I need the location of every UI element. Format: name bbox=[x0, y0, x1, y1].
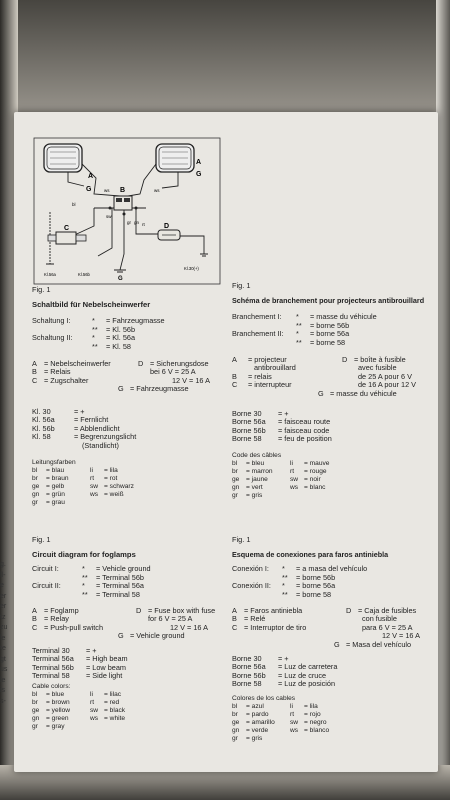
terminal-value: = faisceau route bbox=[278, 417, 331, 427]
color-code: ws bbox=[290, 726, 299, 734]
legend-key: B bbox=[232, 614, 237, 624]
color-name: = lila bbox=[104, 466, 118, 474]
value: = Terminal 56a bbox=[96, 581, 144, 591]
label-gn: gn bbox=[134, 220, 140, 225]
color-code: li bbox=[90, 466, 93, 474]
legend-key: C bbox=[232, 622, 238, 632]
fig-label: Fig. 1 bbox=[32, 535, 51, 544]
color-name: = azul bbox=[246, 702, 264, 710]
symbol: * bbox=[282, 581, 285, 591]
value: = borne 58 bbox=[296, 589, 332, 599]
color-code: ge bbox=[32, 706, 40, 714]
symbol: * bbox=[82, 581, 85, 591]
fragment-text: te bbox=[0, 645, 6, 652]
color-code: ge bbox=[232, 475, 240, 483]
legend-key: G bbox=[118, 631, 124, 641]
color-name: = blanc bbox=[304, 483, 326, 491]
color-name: = green bbox=[46, 714, 69, 722]
fragment-text: s- bbox=[0, 697, 6, 705]
fig-label: Fig. 1 bbox=[32, 285, 51, 294]
section-title: Schaltbild für Nebelscheinwerfer bbox=[32, 299, 151, 309]
legend-key: A bbox=[32, 358, 37, 368]
color-name: = vert bbox=[246, 483, 263, 491]
color-name: = braun bbox=[46, 474, 69, 482]
color-code: br bbox=[232, 710, 238, 718]
color-code: ws bbox=[90, 714, 99, 722]
color-code: gn bbox=[232, 726, 240, 734]
cable-colors bbox=[32, 459, 228, 507]
color-name: = red bbox=[104, 698, 120, 706]
symbol: ** bbox=[296, 337, 302, 347]
color-name: = noir bbox=[304, 475, 321, 483]
legend-key: G bbox=[334, 639, 340, 649]
legend-value: bei 6 V = 25 A bbox=[150, 367, 196, 377]
color-name: = yellow bbox=[46, 706, 71, 714]
value: = borne 56b bbox=[310, 320, 350, 330]
fuse-box-icon bbox=[158, 230, 180, 240]
circuit-label: Schaltung I: bbox=[32, 316, 71, 326]
background-right bbox=[436, 0, 450, 800]
push-pull-switch-icon bbox=[48, 232, 86, 244]
legend-value: antibrouillard bbox=[254, 363, 296, 373]
value: = Vehicle ground bbox=[96, 564, 151, 574]
legend-key: D bbox=[136, 605, 142, 615]
section-german bbox=[32, 286, 228, 507]
label-g-right: G bbox=[196, 171, 202, 178]
color-name: = grau bbox=[46, 498, 65, 506]
legend-key: C bbox=[32, 375, 38, 385]
terminal-value: = Fernlicht bbox=[74, 415, 109, 425]
fog-lamp-right-icon bbox=[156, 144, 194, 172]
fragment-text: zu bbox=[0, 624, 8, 631]
section-english bbox=[32, 536, 228, 731]
fig-label: Fig. 1 bbox=[232, 535, 251, 544]
legend-value: = Caja de fusibles bbox=[358, 605, 417, 615]
terminal-value: = Begrenzungslicht bbox=[74, 432, 137, 442]
color-name: = pardo bbox=[246, 710, 269, 718]
terminal-value: = faisceau code bbox=[278, 425, 330, 435]
color-name: = rojo bbox=[304, 710, 321, 718]
color-code: gr bbox=[232, 734, 238, 742]
color-code: li bbox=[290, 702, 293, 710]
value: = Kl. 56a bbox=[106, 333, 136, 343]
legend-value: = interrupteur bbox=[248, 380, 292, 390]
legend-key: A bbox=[32, 605, 37, 615]
terminal-value: = High beam bbox=[86, 654, 128, 664]
label-kl56b: Kl.56b bbox=[78, 272, 90, 277]
color-name: = gris bbox=[246, 734, 263, 742]
fog-lamp-left-icon bbox=[44, 144, 82, 172]
circuit-label: Branchement II: bbox=[232, 329, 284, 339]
terminal-key: Terminal 58 bbox=[32, 671, 70, 681]
terminal-key: Kl. 56b bbox=[32, 423, 55, 433]
label-ws1: ws bbox=[104, 188, 110, 193]
color-code: ge bbox=[232, 718, 240, 726]
color-code: li bbox=[290, 459, 293, 467]
terminal-value: = + bbox=[278, 653, 289, 663]
colors-title: Colores de los cables bbox=[232, 694, 296, 702]
color-code: li bbox=[90, 690, 93, 698]
color-code: gn bbox=[32, 714, 40, 722]
section-spanish bbox=[232, 536, 436, 743]
legend-value: = boîte à fusible bbox=[354, 354, 406, 364]
value: = Terminal 58 bbox=[96, 589, 140, 599]
terminal-value: = + bbox=[278, 408, 289, 418]
color-code: rt bbox=[90, 474, 95, 482]
color-code: sw bbox=[90, 706, 99, 714]
legend-value: de 25 A pour 6 V bbox=[358, 371, 412, 381]
color-code: gn bbox=[232, 483, 240, 491]
terminal-key: Borne 56a bbox=[232, 662, 266, 672]
color-name: = white bbox=[104, 714, 126, 722]
color-name: = gray bbox=[46, 722, 65, 730]
legend-value: con fusible bbox=[362, 614, 397, 624]
color-code: rt bbox=[290, 710, 295, 718]
label-g-ground: G bbox=[118, 276, 123, 282]
color-name: = bleu bbox=[246, 459, 265, 467]
symbol: * bbox=[92, 316, 95, 326]
section-french bbox=[232, 282, 436, 500]
color-code: gr bbox=[232, 491, 238, 499]
label-kl30: Kl.30(+) bbox=[184, 266, 199, 271]
label-bl: bl bbox=[72, 202, 76, 207]
legend-value: = Relay bbox=[44, 614, 69, 624]
color-name: = gelb bbox=[46, 482, 65, 490]
value: = Kl. 56b bbox=[106, 324, 136, 334]
legend-key: G bbox=[318, 388, 324, 398]
circuit-label: Schaltung II: bbox=[32, 333, 73, 343]
symbol: ** bbox=[92, 324, 98, 334]
terminal-value: = Abblendlicht bbox=[74, 423, 120, 433]
terminal-value: = Low beam bbox=[86, 662, 126, 672]
legend-value: = Vehicle ground bbox=[130, 631, 185, 641]
legend-key: D bbox=[342, 354, 348, 364]
color-name: = rouge bbox=[304, 467, 327, 475]
legend-value: = Relé bbox=[244, 614, 266, 624]
fragment-text: le bbox=[0, 634, 6, 642]
color-name: = schwarz bbox=[104, 482, 134, 490]
terminal-value: = Luz de posición bbox=[278, 679, 335, 689]
value: = Kl. 58 bbox=[106, 341, 131, 351]
color-code: gr bbox=[32, 498, 38, 506]
terminal-note: (Standlicht) bbox=[82, 440, 119, 450]
cable-colors bbox=[232, 695, 436, 743]
color-code: rt bbox=[90, 698, 95, 706]
color-code: bl bbox=[232, 702, 238, 710]
value: = borne 56a bbox=[310, 329, 350, 339]
legend-key: C bbox=[232, 380, 238, 390]
color-name: = lilac bbox=[104, 690, 122, 698]
document-page bbox=[14, 112, 438, 772]
color-code: br bbox=[32, 698, 38, 706]
color-name: = brown bbox=[46, 698, 70, 706]
fragment-text: tz bbox=[0, 613, 6, 621]
color-code: bl bbox=[32, 690, 38, 698]
circuit-label: Conexión I: bbox=[232, 564, 269, 574]
fragment-text: er bbox=[0, 603, 7, 610]
legend-value: = Masa del vehículo bbox=[346, 639, 412, 649]
color-code: sw bbox=[290, 718, 299, 726]
symbol: ** bbox=[296, 320, 302, 330]
fragment-text: le bbox=[0, 676, 6, 684]
terminal-key: Terminal 30 bbox=[32, 645, 70, 655]
terminal-key: Kl. 58 bbox=[32, 432, 51, 442]
color-code: br bbox=[232, 467, 238, 475]
section-title: Circuit diagram for foglamps bbox=[32, 549, 136, 559]
section-title: Esquema de conexiones para faros antiniebla bbox=[232, 549, 389, 559]
legend-value: 12 V = 16 A bbox=[382, 631, 420, 641]
color-code: gr bbox=[32, 722, 38, 730]
color-name: = mauve bbox=[304, 459, 330, 467]
terminal-key: Borne 58 bbox=[232, 679, 262, 689]
terminal-key: Borne 58 bbox=[232, 434, 262, 444]
legend-key: D bbox=[138, 358, 144, 368]
label-a-left: A bbox=[88, 173, 94, 180]
color-name: = rot bbox=[104, 474, 118, 482]
terminal-key: Borne 56a bbox=[232, 417, 266, 427]
legend-value: = Relais bbox=[44, 367, 71, 377]
label-gr: gr bbox=[127, 220, 132, 225]
color-name: = jaune bbox=[246, 475, 268, 483]
circuit-label: Circuit II: bbox=[32, 581, 61, 591]
terminal-key: Borne 56b bbox=[232, 670, 266, 680]
color-code: bl bbox=[232, 459, 238, 467]
fragment-text: is bbox=[0, 687, 6, 694]
color-code: ws bbox=[290, 483, 299, 491]
label-g-left: G bbox=[86, 186, 92, 193]
fragment-text: us bbox=[0, 666, 8, 673]
legend-value: 12 V = 16 A bbox=[172, 375, 210, 385]
symbol: * bbox=[282, 564, 285, 574]
symbol: * bbox=[92, 333, 95, 343]
label-c: C bbox=[64, 225, 70, 232]
color-code: ge bbox=[32, 482, 40, 490]
terminal-value: = + bbox=[74, 406, 85, 416]
symbol: ** bbox=[82, 589, 88, 599]
color-code: rt bbox=[290, 467, 295, 475]
terminal-key: Borne 30 bbox=[232, 408, 262, 418]
terminal-value: = Side light bbox=[86, 671, 123, 681]
terminal-value: = Luz de cruce bbox=[278, 670, 327, 680]
terminal-value: = feu de position bbox=[278, 434, 332, 444]
legend-value: = Interruptor de tiro bbox=[244, 622, 307, 632]
color-name: = marron bbox=[246, 467, 273, 475]
legend-key: D bbox=[346, 605, 352, 615]
color-code: br bbox=[32, 474, 38, 482]
label-a-right: A bbox=[196, 159, 202, 166]
symbol: ** bbox=[282, 572, 288, 582]
color-name: = amarillo bbox=[246, 718, 275, 726]
color-code: sw bbox=[90, 482, 99, 490]
legend-value: = Faros antiniebla bbox=[244, 605, 303, 615]
terminal-key: Terminal 56a bbox=[32, 654, 74, 664]
symbol: * bbox=[296, 329, 299, 339]
value: = borne 58 bbox=[310, 337, 346, 347]
color-name: = lila bbox=[304, 702, 318, 710]
legend-value: = masse du véhicule bbox=[330, 388, 397, 398]
color-name: = verde bbox=[246, 726, 269, 734]
terminal-key: Terminal 56b bbox=[32, 662, 74, 672]
legend-key: B bbox=[232, 371, 237, 381]
symbol: * bbox=[82, 564, 85, 574]
color-name: = blanco bbox=[304, 726, 330, 734]
legend-value: = Nebelscheinwerfer bbox=[44, 358, 111, 368]
fragment-text: e bbox=[0, 582, 4, 589]
wiring-diagram bbox=[28, 134, 228, 294]
color-name: = blue bbox=[46, 690, 65, 698]
fragment-text: gt bbox=[0, 655, 6, 663]
fragment-text: ll- bbox=[0, 571, 6, 579]
legend-value: = Fuse box with fuse bbox=[148, 605, 216, 615]
value: = Fahrzeugmasse bbox=[106, 316, 165, 326]
colors-title: Leitungsfarben bbox=[32, 458, 76, 466]
legend-value: = Sicherungsdose bbox=[150, 358, 209, 368]
legend-value: para 6 V = 25 A bbox=[362, 622, 413, 632]
cable-colors bbox=[32, 683, 228, 731]
terminal-key: Borne 30 bbox=[232, 653, 262, 663]
color-name: = gris bbox=[246, 491, 263, 499]
circuit-label: Conexión II: bbox=[232, 581, 271, 591]
cable-colors bbox=[232, 452, 436, 500]
left-page-fragment bbox=[0, 560, 14, 707]
value: = masse du véhicule bbox=[310, 312, 377, 322]
terminal-value: = + bbox=[86, 645, 97, 655]
legend-key: C bbox=[32, 622, 38, 632]
color-name: = black bbox=[104, 706, 126, 714]
color-name: = negro bbox=[304, 718, 327, 726]
legend-value: = Fahrzeugmasse bbox=[130, 384, 189, 394]
legend-value: for 6 V = 25 A bbox=[148, 614, 193, 624]
value: = Terminal 56b bbox=[96, 572, 144, 582]
legend-value: = Zugschalter bbox=[44, 375, 89, 385]
label-sw: sw bbox=[106, 214, 112, 219]
color-name: = grün bbox=[46, 490, 65, 498]
label-b: B bbox=[120, 187, 126, 194]
colors-title: Code des câbles bbox=[232, 451, 282, 459]
color-code: sw bbox=[290, 475, 299, 483]
legend-value: avec fusible bbox=[358, 363, 397, 373]
relay-icon bbox=[109, 196, 138, 216]
fragment-text: g. bbox=[0, 561, 6, 568]
section-title: Schéma de branchement pour projecteurs antibrouillard bbox=[232, 295, 425, 305]
colors-title: Cable colors: bbox=[32, 682, 71, 690]
legend-value: = projecteur bbox=[248, 354, 287, 364]
terminal-key: Borne 56b bbox=[232, 425, 266, 435]
value: = borne 56a bbox=[296, 581, 336, 591]
value: = a masa del vehículo bbox=[296, 564, 368, 574]
symbol: ** bbox=[82, 572, 88, 582]
circuit-label: Branchement I: bbox=[232, 312, 282, 322]
label-ws2: ws bbox=[154, 188, 160, 193]
background-top bbox=[0, 0, 450, 120]
legend-value: 12 V = 16 A bbox=[170, 622, 208, 632]
label-rt: rt bbox=[142, 222, 145, 227]
circuit-label: Circuit I: bbox=[32, 564, 59, 574]
legend-value: = relais bbox=[248, 371, 272, 381]
fragment-text: er bbox=[0, 592, 7, 600]
color-name: = blau bbox=[46, 466, 65, 474]
terminal-key: Kl. 30 bbox=[32, 406, 51, 416]
legend-key: B bbox=[32, 367, 37, 377]
legend-key: G bbox=[118, 384, 124, 394]
legend-value: = Push-pull switch bbox=[44, 622, 104, 632]
symbol: * bbox=[296, 312, 299, 322]
color-name: = weiß bbox=[104, 490, 124, 498]
color-code: gn bbox=[32, 490, 40, 498]
legend-key: A bbox=[232, 354, 237, 364]
symbol: ** bbox=[282, 589, 288, 599]
color-code: bl bbox=[32, 466, 38, 474]
legend-key: B bbox=[32, 614, 37, 624]
legend-value: de 16 A pour 12 V bbox=[358, 380, 417, 390]
fig-label: Fig. 1 bbox=[232, 281, 251, 290]
label-d: D bbox=[164, 223, 170, 230]
color-code: ws bbox=[90, 490, 99, 498]
legend-key: A bbox=[232, 605, 237, 615]
symbol: ** bbox=[92, 341, 98, 351]
legend-value: = Foglamp bbox=[44, 605, 79, 615]
value: = borne 56b bbox=[296, 572, 336, 582]
terminal-key: Kl. 56a bbox=[32, 415, 55, 425]
label-kl56a: Kl.56a bbox=[44, 272, 56, 277]
terminal-value: = Luz de carretera bbox=[278, 662, 338, 672]
